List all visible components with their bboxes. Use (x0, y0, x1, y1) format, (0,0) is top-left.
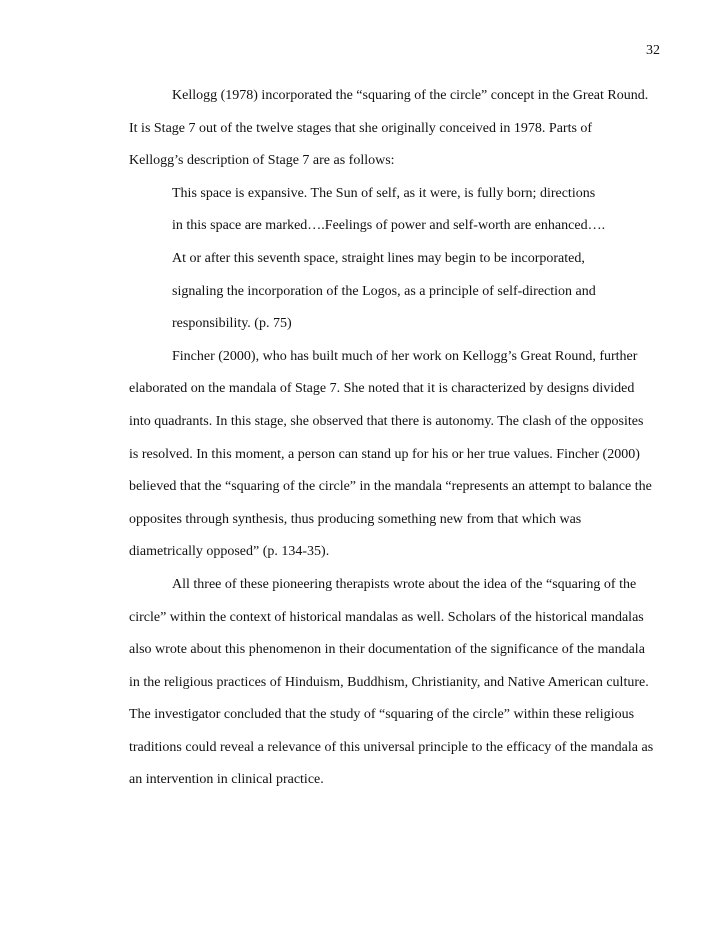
text-line: believed that the “squaring of the circle” in the mandala “represents an attempt to balance the (129, 479, 652, 495)
block-quote-kellogg (129, 184, 669, 347)
quote-line: signaling the incorporation of the Logos, as a principle of self-direction and (172, 283, 596, 299)
text-line: It is Stage 7 out of the twelve stages that she originally conceived in 1978. Parts of (129, 120, 593, 136)
text-line: in the religious practices of Hinduism, Buddhism, Christianity, and Native American culture. (129, 674, 649, 690)
text-line: an intervention in clinical practice. (129, 772, 324, 788)
text-line: All three of these pioneering therapists wrote about the idea of the “squaring of the (172, 576, 637, 592)
paragraph-fincher (129, 347, 669, 575)
paragraph-historical-mandalas (129, 575, 669, 803)
quote-line: in this space are marked….Feelings of power and self-worth are enhanced…. (172, 218, 606, 234)
text-line: The investigator concluded that the study of “squaring of the circle” within these religious (129, 707, 635, 723)
quote-line: At or after this seventh space, straight lines may begin to be incorporated, (172, 250, 585, 266)
paragraph-kellogg-intro (129, 86, 669, 184)
quote-line: This space is expansive. The Sun of self, as it were, is fully born; directions (172, 185, 596, 201)
text-line: Kellogg’s description of Stage 7 are as follows: (129, 153, 395, 169)
text-line: opposites through synthesis, thus producing something new from that which was (129, 511, 582, 527)
text-line: is resolved. In this moment, a person can stand up for his or her true values. Fincher (2000) (129, 446, 640, 462)
body-text (129, 86, 669, 803)
text-line: also wrote about this phenomenon in their documentation of the significance of the mandala (129, 642, 645, 658)
text-line: into quadrants. In this stage, she observed that there is autonomy. The clash of the opposites (129, 413, 644, 429)
text-line: elaborated on the mandala of Stage 7. She noted that it is characterized by designs divided (129, 381, 635, 397)
page-number: 32 (646, 43, 660, 58)
text-line: Fincher (2000), who has built much of her work on Kellogg’s Great Round, further (172, 348, 638, 364)
text-line: circle” within the context of historical mandalas as well. Scholars of the historical mandalas (129, 609, 644, 625)
text-line: Kellogg (1978) incorporated the “squaring of the circle” concept in the Great Round. (172, 88, 649, 103)
quote-line: responsibility. (p. 75) (172, 316, 292, 332)
text-line: diametrically opposed” (p. 134-35). (129, 544, 330, 560)
text-line: traditions could reveal a relevance of this universal principle to the efficacy of the mandala as (129, 739, 654, 755)
